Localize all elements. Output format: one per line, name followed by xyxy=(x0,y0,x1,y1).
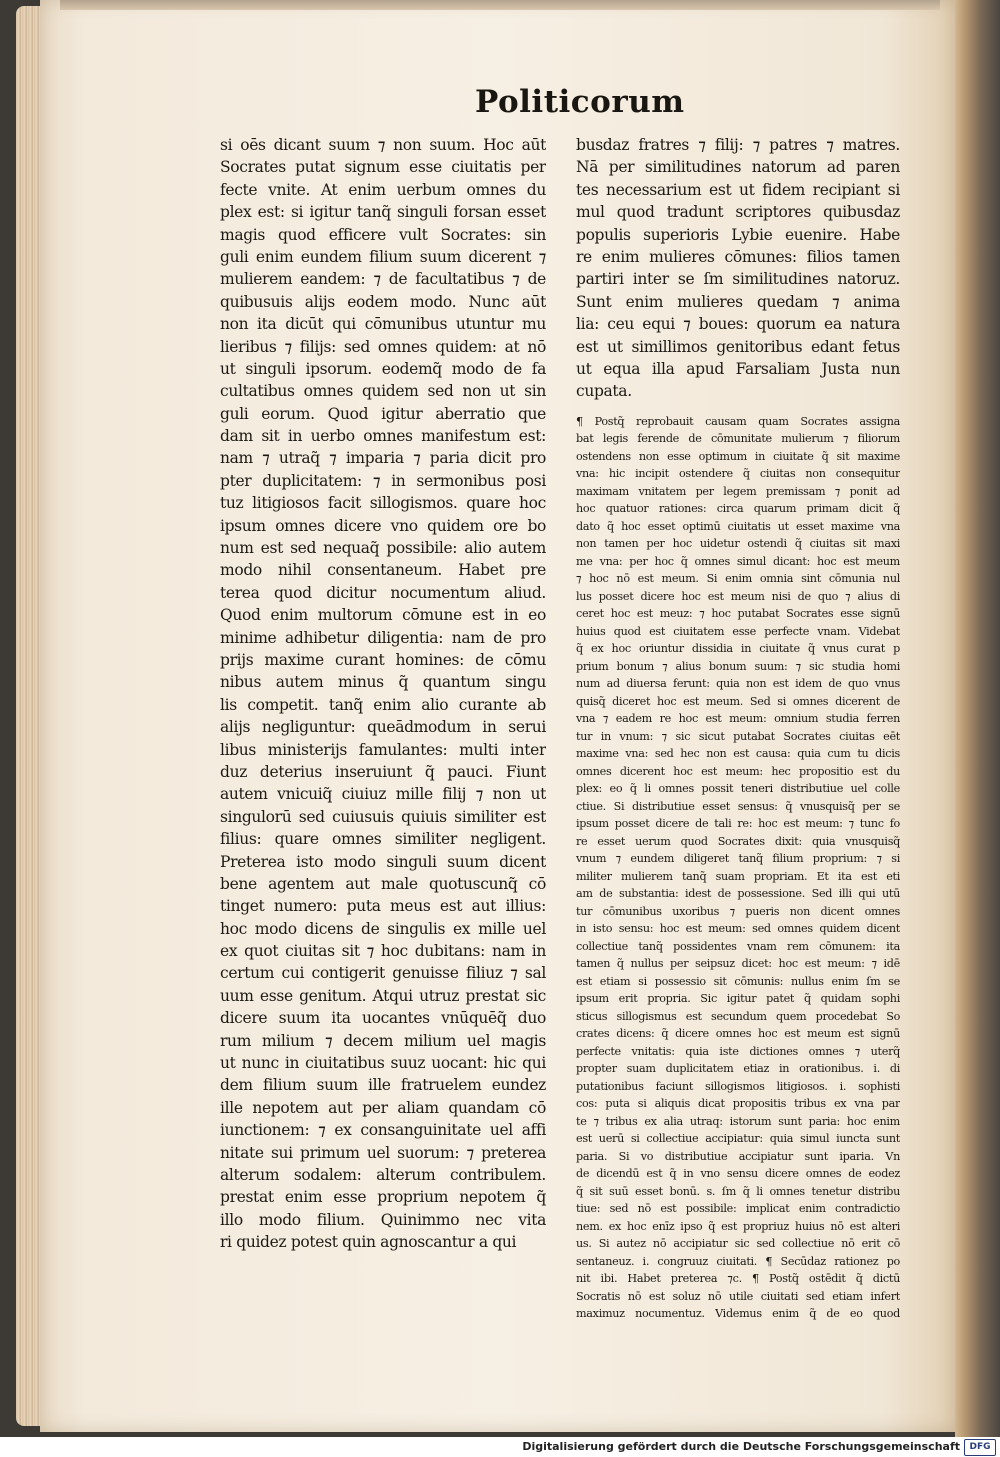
dfg-logo-icon: DFG xyxy=(964,1439,996,1456)
running-header: Politicorum xyxy=(475,84,685,120)
text-line: partiri inter se ſm similitudines natoruz. xyxy=(576,270,900,289)
text-line: sentaneuz. i. congruuz ciuitati. ¶ Secūdaz rationez po xyxy=(576,1254,900,1268)
text-line: ex quot ciuitas sit ⁊ hoc dubitans: nam in xyxy=(220,942,546,961)
text-line: cultatibus omnes quidem sed non ut sin xyxy=(220,382,546,401)
text-line: nibus autem minus q̃ quantum singu xyxy=(220,673,546,692)
text-line: dicere suum ita uocantes vnūquēq̃ duo xyxy=(220,1009,546,1028)
text-line: Nā per similitudines natorum ad paren xyxy=(576,158,900,177)
top-edge xyxy=(60,0,940,10)
text-line: perfecte vnitatis: quia iste dictiones omnes ⁊ uterq̃ xyxy=(576,1044,900,1058)
text-line: guli enim eundem filium suum dicerent ⁊ xyxy=(220,247,546,266)
text-line: vnum ⁊ eundem diligeret tanq̃ filium proprium: ⁊ si xyxy=(576,852,900,866)
text-line: lieribus ⁊ filijs: sed omnes quidem: at nō xyxy=(220,337,546,356)
text-line: ceret hoc est meuz: ⁊ hoc putabat Socrates esse signū xyxy=(576,607,900,621)
text-line: dato q̃ hoc esset optimū ciuitatis ut esset maxime vna xyxy=(576,519,900,533)
text-line: lia: ceu equi ⁊ boues: quorum ea natura xyxy=(576,315,900,334)
text-line: tinget numero: puta meus est aut illius: xyxy=(220,897,546,916)
text-line: maximuz nocumentuz. Videmus enim q̃ de eo quod xyxy=(576,1307,900,1321)
text-line: non ita dicūt qui cōmunibus utuntur mu xyxy=(220,315,546,334)
text-line: Socratis nō est soluz nō utile ciuitati sed etiam infert xyxy=(576,1289,900,1303)
text-line: lis competit. tanq̃ enim alio curante ab xyxy=(220,695,546,714)
text-line: busdaz fratres ⁊ filij: ⁊ patres ⁊ matres. xyxy=(576,136,900,154)
footer-credit: Digitalisierung gefördert durch die Deutsche Forschungsgemeinschaft xyxy=(522,1440,960,1453)
text-line: propter suam duplicitatem etiaz in orationibus. i. di xyxy=(576,1062,900,1076)
text-line: guli eorum. Quod igitur aberratio que xyxy=(220,404,546,423)
text-line: ostendens non esse optimum in ciuitate q̃ sit maxime xyxy=(576,449,900,463)
text-line: duz deterius inseruiunt q̃ pauci. Fiunt xyxy=(220,762,546,781)
text-line: nam ⁊ utraq̃ ⁊ imparia ⁊ paria dicit pro xyxy=(220,449,546,468)
text-line: ri quidez potest quin agnoscantur a qui xyxy=(220,1233,517,1252)
text-line: Socrates putat signum esse ciuitatis per xyxy=(220,158,546,177)
text-line: collectiue tanq̃ possidentes vnam rem cōmunem: ita xyxy=(576,939,900,953)
text-line: re esset uerum quod Socrates dixit: quia vnusquisq̃ xyxy=(576,834,900,848)
text-line: ipsum omnes dicere vno quidem ore bo xyxy=(220,516,546,535)
text-line: hoc modo dicens de singulis ex mille uel xyxy=(220,919,546,938)
text-line: pter duplicitatem: ⁊ in sermonibus posi xyxy=(220,471,546,490)
text-line: ¶ Postq̃ reprobauit causam quam Socrates assigna xyxy=(576,414,900,428)
text-line: si oēs dicant suum ⁊ non suum. Hoc aūt xyxy=(220,136,546,154)
text-line: fecte vnite. At enim uerbum omnes du xyxy=(220,180,546,199)
text-line: maxime vna: sed hec non est causa: quia cum tu dicis xyxy=(576,747,900,761)
text-line: ⁊ hoc nō est meum. Si enim omnia sint cōmunia nul xyxy=(576,572,900,586)
text-line: cos: puta si aliquis dicat propositis tribus ex vna par xyxy=(576,1097,900,1111)
text-line: prium bonum ⁊ alius bonum suum: ⁊ sic studia homi xyxy=(576,659,900,673)
text-line: q̃ ex hoc oriuntur dissidia in ciuitate q̃ vnus curat p xyxy=(576,642,900,656)
text-line: minime adhibetur diligentia: nam de pro xyxy=(220,628,546,647)
text-line: magis quod efficere vult Socrates: sin xyxy=(220,225,546,244)
text-line: populis superioris Lybie euenire. Habe xyxy=(576,225,900,244)
text-line: mulierem eandem: ⁊ de facultatibus ⁊ de xyxy=(220,270,546,289)
text-line: bene agentem aut male quotuscunq̃ cō xyxy=(220,874,546,893)
text-line: autem vnicuiq̃ ciuiuz mille filij ⁊ non ut xyxy=(220,785,546,804)
text-line: me vna: per hoc q̃ omnes simul dicant: hoc est meum xyxy=(576,554,900,568)
text-line: ctiue. Si distributiue esset sensus: q̃ vnusquisq̃ per se xyxy=(576,799,900,813)
text-line: hoc quatuor rationes: circa quarum primam dicit q̃ xyxy=(576,502,900,516)
text-line: uum esse genitum. Atqui utruz prestat sic xyxy=(220,986,546,1005)
column-gap xyxy=(576,403,900,413)
left-column-text xyxy=(220,134,546,1254)
text-line: Sunt enim mulieres quedam ⁊ anima xyxy=(576,292,900,311)
text-line: tur cōmunibus uxoribus ⁊ pueris non dicent omnes xyxy=(576,904,900,918)
text-line: num ad diuersa ferunt: quia non est idem de quo vnus xyxy=(576,677,900,691)
text-line: filius: quare omnes similiter negligent. xyxy=(220,830,546,849)
text-line: ipsum erit propria. Sic igitur patet q̃ quidam sophi xyxy=(576,992,900,1006)
footer-bar xyxy=(0,1437,1000,1457)
text-line: tes necessarium est ut fidem recipiant si xyxy=(576,180,900,199)
text-line: ut nunc in ciuitatibus suuz uocant: hic qui xyxy=(220,1054,546,1073)
text-line: nitate sui primum uel suorum: ⁊ preterea xyxy=(220,1143,546,1162)
text-line: putationibus faciunt sillogismos litigiosos. i. sophisti xyxy=(576,1079,900,1093)
text-line: paria. Si vo distributiue accipiatur sunt iparia. Vn xyxy=(576,1149,900,1163)
text-line: sticus sillogismus est secundum quem procedebat So xyxy=(576,1009,900,1023)
text-line: certum cui contigerit genuisse filiuz ⁊ sal xyxy=(220,964,546,983)
text-line: maximam vnitatem per legem premissam ⁊ ponit ad xyxy=(576,484,900,498)
text-line: plex est: si igitur tanq̃ singuli forsan esset xyxy=(220,203,546,222)
text-line: Preterea isto modo singuli suum dicent xyxy=(220,852,546,871)
right-column-commentary xyxy=(576,413,900,1323)
text-line: tamen q̃ nullus per seipsuz dicet: hoc est meum: ⁊ idē xyxy=(576,957,900,971)
text-line: vna ⁊ eadem re hoc est meum: omnium studia ferren xyxy=(576,712,900,726)
text-line: nem. ex hoc enīz ipso q̃ est propriuz huius nō est alteri xyxy=(576,1219,900,1233)
text-line: est ut simillimos genitoribus edant fetus xyxy=(576,337,900,356)
text-line: plex: eo q̃ li omnes possit teneri distributiue uel colle xyxy=(576,782,900,796)
text-line: libus ministerijs famulantes: multi inter xyxy=(220,740,546,759)
text-line: est etiam si possessio sit cōmunis: nullus enim ſm se xyxy=(576,974,900,988)
text-line: nit ibi. Habet preterea ⁊c. ¶ Postq̃ ostēdit q̃ dictū xyxy=(576,1272,900,1286)
text-line: us. Si autez nō accipiatur sic sed collectiue nō erit cō xyxy=(576,1237,900,1251)
text-line: mul quod tradunt scriptores quibusdaz xyxy=(576,203,900,222)
right-column-text xyxy=(576,134,900,1323)
text-line: singulorū sed cuiusuis quiuis similiter est xyxy=(220,807,546,826)
text-line: lus posset dicere hoc est meum nisi de quo ⁊ alius di xyxy=(576,589,900,603)
text-line: tur in vnum: ⁊ sic sicut putabat Socrates ciuitas eēt xyxy=(576,729,900,743)
text-line: non tamen per hoc uidetur ostendi q̃ ciuitas sit maxi xyxy=(576,537,900,551)
text-line: ipsum posset dicere de tali re: hoc est meum: ⁊ tunc fo xyxy=(576,817,900,831)
text-line: q̃ sit suū esset bonū. s. ſm q̃ li omnes tenetur distribu xyxy=(576,1184,900,1198)
text-line: ut equa illa apud Farsaliam Justa nun xyxy=(576,359,900,378)
text-line: tuz litigiosos facit sillogismos. quare hoc xyxy=(220,494,546,513)
text-line: ille nepotem aut per aliam quandam cō xyxy=(220,1098,546,1117)
text-line: alterum sodalem: alterum contribulem. xyxy=(220,1165,546,1184)
text-line: am de substantia: idest de possessione. Sed illi qui utū xyxy=(576,887,900,901)
text-line: modo nihil consentaneum. Habet pre xyxy=(220,561,546,580)
text-line: militer mulierem tanq̃ suam propriam. Et ita est eti xyxy=(576,869,900,883)
text-line: in isto sensu: hoc est meum: sed omnes quidem dicent xyxy=(576,922,900,936)
text-line: est uerū si collectiue accipiatur: quia simul iuncta sunt xyxy=(576,1132,900,1146)
text-line: iunctionem: ⁊ ex consanguinitate uel affi xyxy=(220,1121,546,1140)
text-line: ut singuli ipsorum. eodemq̃ modo de fa xyxy=(220,359,546,378)
text-line: illo modo filium. Quinimmo nec vita xyxy=(220,1210,546,1229)
text-line: num est sed nequaq̃ possibile: alio autem xyxy=(220,539,546,558)
text-line: cupata. xyxy=(576,382,632,401)
text-line: huius quod est ciuitatem esse perfecte vnam. Videbat xyxy=(576,624,900,638)
text-line: quibusuis alijs eodem modo. Nunc aūt xyxy=(220,292,546,311)
text-line: omnes dicerent hoc est meum: hec propositio est du xyxy=(576,764,900,778)
text-line: quisq̃ diceret hoc est meum. Sed si omnes dicerent de xyxy=(576,694,900,708)
text-line: te ⁊ tribus ex alia utraq: istorum sunt paria: hoc enim xyxy=(576,1114,900,1128)
text-line: alijs negliguntur: queādmodum in serui xyxy=(220,718,546,737)
text-line: tiue: sed nō est possibile: implicat enim contradictio xyxy=(576,1202,900,1216)
right-column-main-text xyxy=(576,134,900,403)
text-line: re enim mulieres cōmunes: filios tamen xyxy=(576,247,900,266)
text-line: dem filium suum ille fratruelem eundez xyxy=(220,1076,546,1095)
text-line: Quod enim multorum cōmune est in eo xyxy=(220,606,546,625)
book-right-edge xyxy=(955,0,1000,1437)
text-line: vna: hic incipit ostendere q̃ ciuitas non consequitur xyxy=(576,467,900,481)
text-line: dam sit in uerbo omnes manifestum est: xyxy=(220,427,546,446)
text-line: de dicendū est q̃ in vno sensu dicere omnes de eodez xyxy=(576,1167,900,1181)
text-line: terea quod dicitur nocumentum aliud. xyxy=(220,583,546,602)
text-line: bat legis ferende de cōmunitate mulierum ⁊ filiorum xyxy=(576,432,900,446)
text-line: crates dicens: q̃ dicere omnes hoc est meum est signū xyxy=(576,1027,900,1041)
text-line: prijs maxime curant homines: de cōmu xyxy=(220,650,546,669)
text-line: prestat enim esse proprium nepotem q̃ xyxy=(220,1188,546,1207)
text-line: rum milium ⁊ decem milium uel magis xyxy=(220,1031,546,1050)
